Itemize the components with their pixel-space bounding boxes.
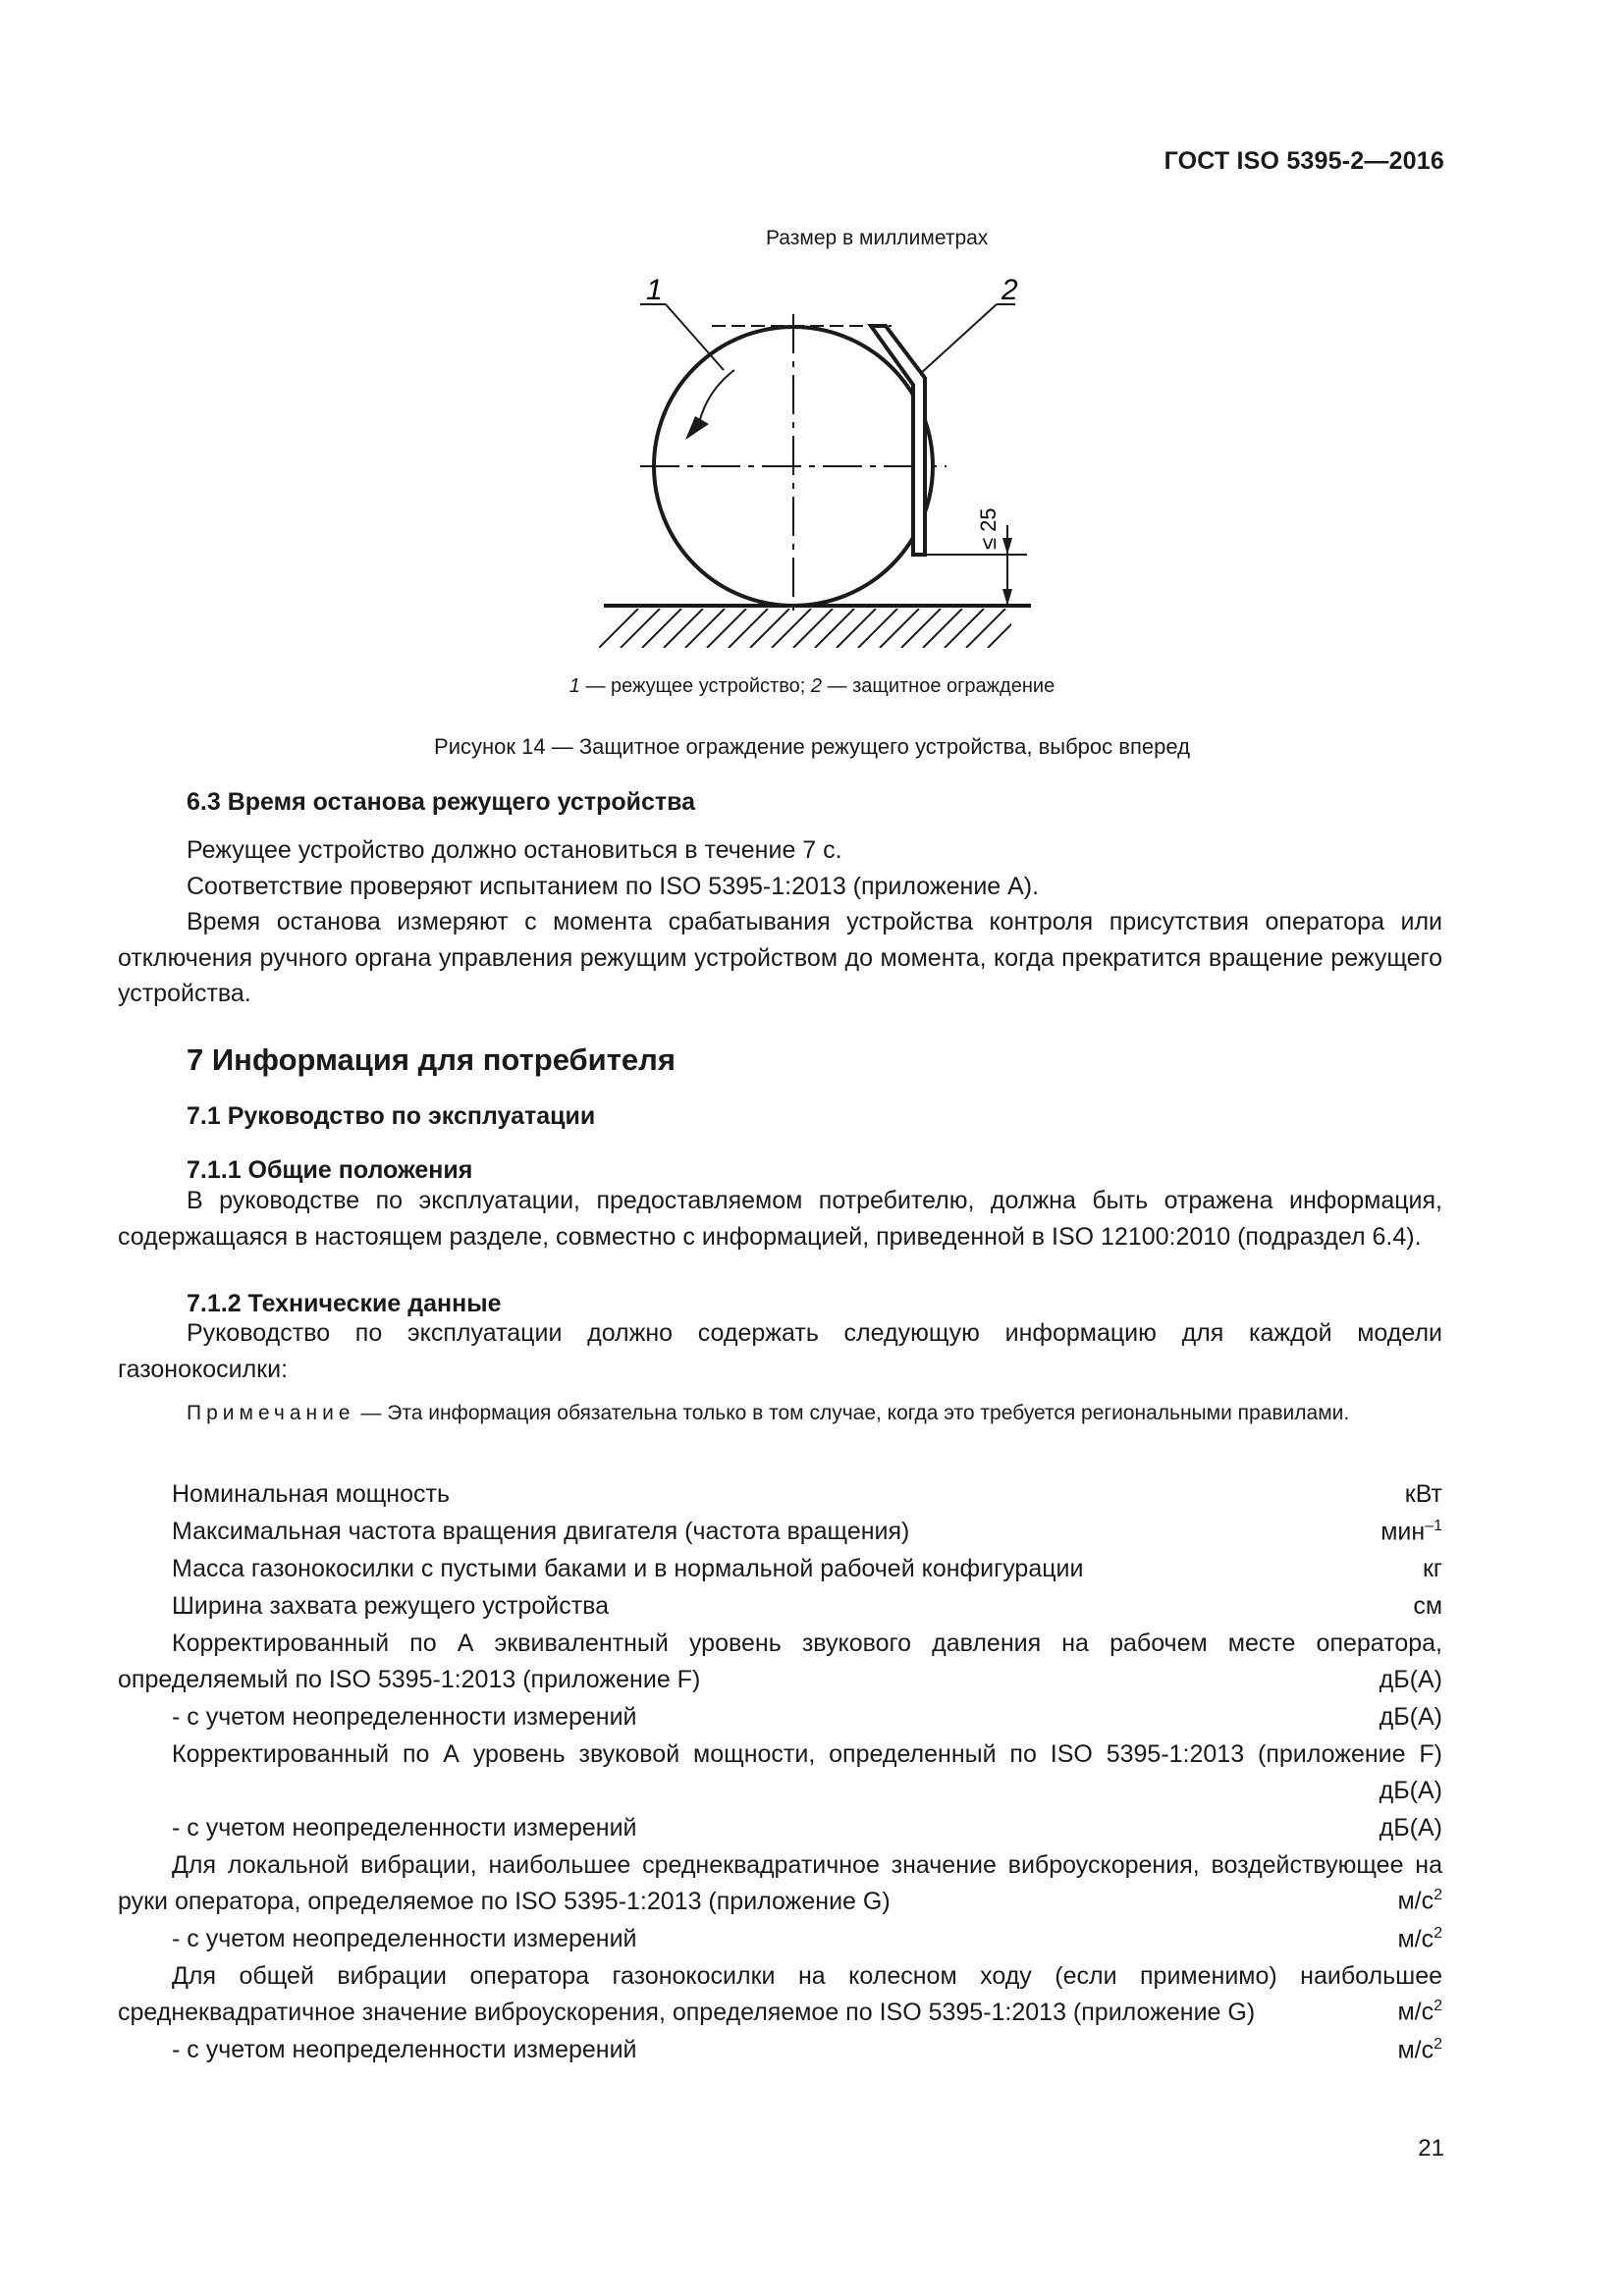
ground-hatching: [599, 609, 1027, 648]
dim-arrow-upper: [1002, 538, 1012, 555]
spec-row: [118, 2032, 1442, 2068]
callout-1-leader: [666, 304, 724, 370]
spec-row: [118, 1551, 1442, 1587]
callout-2-label: 2: [1001, 274, 1018, 306]
spec-unit-text: м/с: [1397, 1925, 1435, 1952]
note-text: — Эта информация обязательна только в том случае, когда это требуется региональными правилами.: [354, 1402, 1350, 1424]
section-7-1-2-body: [118, 1315, 1442, 1387]
spec-label: - с учетом неопределенности измерений: [172, 1703, 637, 1731]
note-label: Примечание: [187, 1402, 355, 1424]
spec-unit: [1423, 1551, 1442, 1587]
section-7-1-1-body: [118, 1183, 1442, 1255]
spec-row: [118, 1921, 1442, 1957]
spec-unit-text: мин: [1380, 1518, 1426, 1545]
spec-label-text: Для общей вибрации оператора газонокосилки на колесном ходу (если применимо) наибольшее среднеквадратичное значение виброускорения, определяемое по ISO 5395-1:2013 (приложение G): [118, 1962, 1442, 2026]
spec-row: [118, 1958, 1442, 2030]
spec-unit: [1397, 1989, 1442, 2030]
section-7-1-2-text: Руководство по эксплуатации должно содержать следующую информацию для каждой модели газонокосилки:: [118, 1319, 1442, 1383]
spec-row: [118, 1514, 1442, 1550]
section-7-1-1-title: 7.1.1 Общие положения: [187, 1156, 473, 1184]
spec-label-text: Корректированный по А уровень звуковой мощности, определенный по ISO 5395-1:2013 (приложение F): [172, 1740, 1442, 1768]
spec-label: [118, 1847, 1442, 1919]
spec-row: [118, 1810, 1442, 1846]
section-7-1-title: 7.1 Руководство по эксплуатации: [187, 1102, 596, 1130]
spec-unit-exponent: –1: [1425, 1517, 1442, 1534]
spec-unit-exponent: 2: [1434, 1924, 1442, 1942]
spec-unit-text: кг: [1422, 1555, 1442, 1582]
spec-unit: [1397, 1916, 1442, 1957]
chapter-7-title: 7 Информация для потребителя: [187, 1042, 676, 1077]
spec-unit-exponent: 2: [1434, 1887, 1442, 1904]
spec-row: [118, 1626, 1442, 1697]
legend-num-2: 2: [810, 675, 822, 697]
section-6-3-p2: Соответствие проверяют испытанием по ISO 5395-1:2013 (приложение А).: [187, 872, 1040, 900]
spec-unit-exponent: 2: [1434, 1998, 1442, 2015]
spec-unit-text: дБ(A): [1379, 1703, 1442, 1731]
spec-label-text: Для локальной вибрации, наибольшее среднеквадратичное значение виброускорения, воздействующее на руки оператора, определяемое по ISO 5395-1:2013 (приложение G): [118, 1851, 1442, 1915]
spec-label: Масса газонокосилки с пустыми баками и в нормальной рабочей конфигурации: [172, 1555, 1084, 1582]
section-7-1-1-text: В руководстве по эксплуатации, предоставляемом потребителю, должна быть отражена информация, содержащаяся в настоящем разделе, совместно с информацией, приведенной в ISO 12100:2010 (подраздел 6.4).: [118, 1187, 1442, 1251]
spec-unit-text: дБ(A): [1379, 1814, 1442, 1842]
document-header: ГОСТ ISO 5395-2—2016: [1164, 147, 1444, 175]
section-6-3-body: [118, 832, 1442, 1012]
spec-label: - с учетом неопределенности измерений: [172, 2036, 637, 2063]
spec-label: Ширина захвата режущего устройства: [172, 1592, 610, 1620]
spec-row: [118, 1476, 1442, 1513]
spec-unit-text: см: [1413, 1592, 1442, 1620]
spec-unit-text: кВт: [1404, 1480, 1442, 1508]
figure-14-drawing: [579, 260, 1051, 672]
spec-row: [118, 1847, 1442, 1919]
spec-unit: [1380, 1773, 1442, 1809]
note-block: [118, 1398, 1442, 1428]
rotation-arrowhead: [685, 416, 709, 440]
spec-label: [118, 1958, 1442, 2030]
spec-label: [118, 1626, 1442, 1697]
spec-label: - с учетом неопределенности измерений: [172, 1925, 637, 1952]
callout-1-label: 1: [646, 274, 663, 306]
spec-unit-text: м/с: [1397, 2036, 1435, 2063]
callout-2-leader: [920, 304, 997, 374]
dimension-label: ≤ 25: [976, 507, 1001, 550]
spec-label-text: Корректированный по А эквивалентный уровень звукового давления на рабочем месте оператора, определяемый по ISO 5395-1:2013 (приложение F): [118, 1629, 1442, 1693]
spec-unit-exponent: 2: [1434, 2035, 1442, 2053]
spec-unit-text: м/с: [1397, 1998, 1435, 2026]
legend-num-1: 1: [568, 675, 580, 697]
section-6-3-p1: Режущее устройство должно остановиться в течение 7 с.: [187, 836, 842, 864]
spec-unit: [1413, 1588, 1442, 1625]
spec-row: [118, 1736, 1442, 1808]
figure-units-note: Размер в миллиметрах: [766, 227, 989, 249]
protective-guard: [871, 326, 925, 555]
figure-legend: [0, 675, 1624, 698]
spec-label: Номинальная мощность: [172, 1480, 450, 1508]
figure-caption: Рисунок 14 — Защитное ограждение режущего устройства, выброс вперед: [434, 734, 1190, 759]
spec-row: [118, 1588, 1442, 1625]
spec-unit: [1397, 2027, 1442, 2068]
spec-unit: [1380, 1810, 1442, 1846]
spec-unit: [1380, 1509, 1442, 1550]
spec-row: [118, 1699, 1442, 1735]
spec-unit-text: дБ(A): [1379, 1776, 1442, 1804]
spec-unit: [1380, 1662, 1442, 1698]
dim-arrow-lower: [1002, 589, 1012, 606]
spec-unit: [1380, 1699, 1442, 1735]
spec-label: [118, 1736, 1442, 1808]
spec-label: Максимальная частота вращения двигателя (частота вращения): [172, 1518, 910, 1545]
legend-text-2: — защитное ограждение: [821, 675, 1056, 697]
rotation-arc: [699, 370, 734, 423]
spec-unit: [1397, 1878, 1442, 1919]
legend-text-1: — режущее устройство;: [579, 675, 811, 697]
spec-unit-text: дБ(A): [1379, 1665, 1442, 1693]
section-6-3-title: 6.3 Время останова режущего устройства: [187, 788, 696, 816]
section-6-3-p3: Время останова измеряют с момента срабатывания устройства контроля присутствия оператора или отключения ручного органа управления режущим устройством до момента, когда прекратится вращение режущего устройства.: [118, 908, 1442, 1008]
spec-label: - с учетом неопределенности измерений: [172, 1814, 637, 1842]
section-7-1-2-title: 7.1.2 Технические данные: [187, 1290, 502, 1317]
page-number: 21: [1418, 2135, 1444, 2162]
spec-unit-text: м/с: [1397, 1887, 1435, 1915]
spec-unit: [1405, 1476, 1442, 1513]
